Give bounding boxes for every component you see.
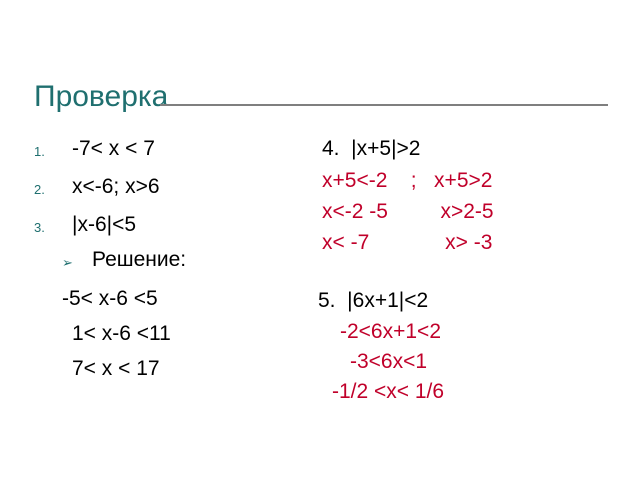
solution-step-2: 1< x-6 <11 (72, 322, 171, 345)
solution-step-1: -5< x-6 <5 (62, 287, 158, 310)
slide-title: Проверка (34, 80, 169, 113)
problem-4-line-3: x< -7 x> -3 (322, 231, 493, 254)
problem-4-line-1: x+5<-2 ; x+5>2 (322, 169, 493, 192)
problem-5-line-1: -2<6x+1<2 (340, 320, 442, 343)
list-number-1: 1. (34, 144, 45, 159)
list-item-1: -7< x < 7 (72, 137, 155, 160)
list-number-2: 2. (34, 182, 45, 197)
list-item-2: x<-6; x>6 (72, 175, 160, 198)
solution-label: Решение: (92, 248, 187, 271)
solution-step-3: 7< x < 17 (72, 357, 160, 380)
problem-5-line-3: -1/2 <x< 1/6 (332, 380, 445, 403)
title-underline (160, 104, 608, 106)
list-item-3: |x-6|<5 (72, 213, 137, 236)
problem-5-line-2: -3<6x<1 (350, 350, 428, 373)
problem-4-label: 4. |x+5|>2 (322, 137, 421, 160)
problem-4-line-2: x<-2 -5 x>2-5 (322, 200, 494, 223)
list-number-3: 3. (34, 220, 45, 235)
arrow-bullet-icon: ➢ (62, 255, 73, 270)
problem-5-label: 5. |6x+1|<2 (318, 289, 429, 312)
